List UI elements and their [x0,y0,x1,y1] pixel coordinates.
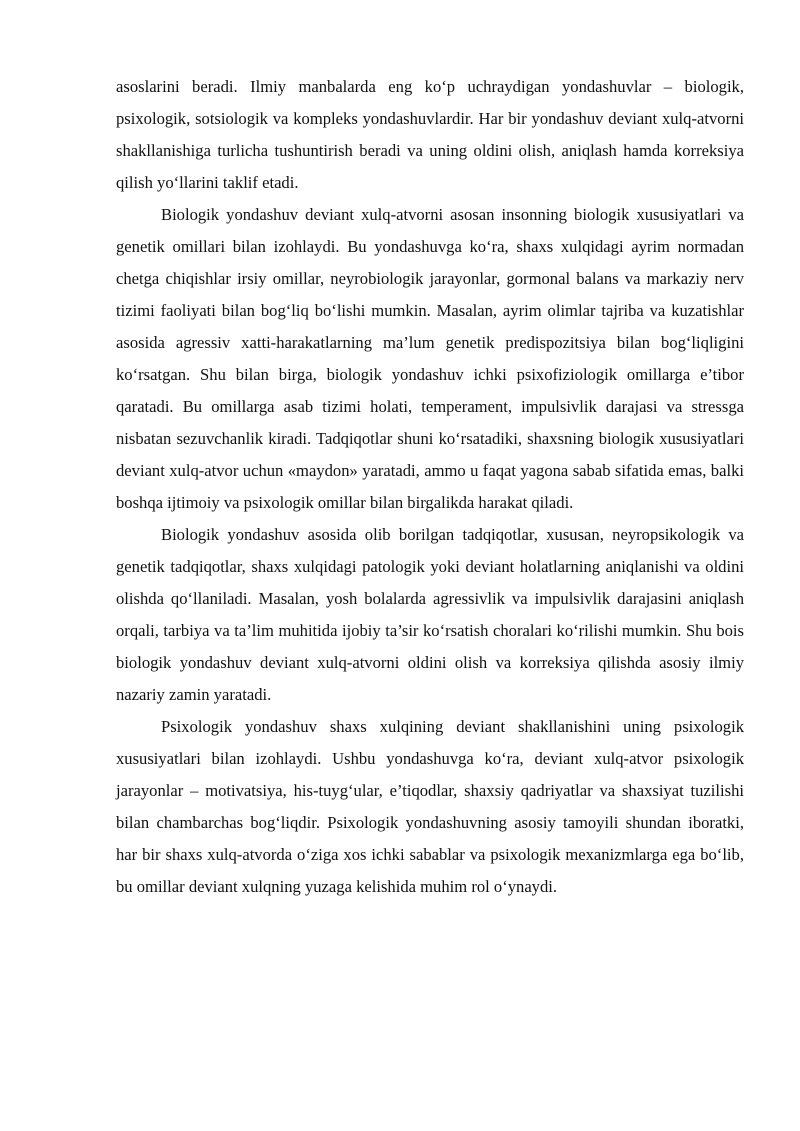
paragraph-biological-research: Biologik yondashuv asosida olib borilgan tadqiqotlar, xususan, neyropsikologik va genetik tadqiqotlar, shaxs xulqidagi patologik yoki deviant holatlarning aniqlanishi va oldini olishda qo‘llaniladi. Masalan, yosh bolalarda agressivlik va impulsivlik darajasini aniqlash orqali, tarbiya va ta’lim muhitida ijobiy ta’sir ko‘rsatish choralari ko‘rilishi mumkin. Shu bois biologik yondashuv deviant xulq-atvorni oldini olish va korreksiya qilishda asosiy ilmiy nazariy zamin yaratadi. [116,525,744,704]
paragraph-biological-approach: Biologik yondashuv deviant xulq-atvorni asosan insonning biologik xususiyatlari va genetik omillari bilan izohlaydi. Bu yondashuvga ko‘ra, shaxs xulqidagi ayrim normadan chetga chiqishlar irsiy omillar, neyrobiologik jarayonlar, gormonal balans va markaziy nerv tizimi faoliyati bilan bog‘liq bo‘lishi mumkin. Masalan, ayrim olimlar tajriba va kuzatishlar asosida agressiv xatti-harakatlarning ma’lum genetik predispozitsiya bilan bog‘liqligini ko‘rsatgan. Shu bilan birga, biologik yondashuv ichki psixofiziologik omillarga e’tibor qaratadi. Bu omillarga asab tizimi holati, temperament, impulsivlik darajasi va stressga nisbatan sezuvchanlik kiradi. Tadqiqotlar shuni ko‘rsatadiki, shaxsning biologik xususiyatlari deviant xulq-atvor uchun «maydon» yaratadi, ammo u faqat yagona sabab sifatida emas, balki boshqa ijtimoiy va psixologik omillar bilan birgalikda harakat qiladi. [116,205,744,512]
paragraph-psychological-approach: Psixologik yondashuv shaxs xulqining deviant shakllanishini uning psixologik xususiyatlari bilan izohlaydi. Ushbu yondashuvga ko‘ra, deviant xulq-atvor psixologik jarayonlar – motivatsiya, his-tuyg‘ular, e’tiqodlar, shaxsiy qadriyatlar va shaxsiyat tuzilishi bilan chambarchas bog‘liqdir. Psixologik yondashuvning asosiy tamoyili shundan iboratki, har bir shaxs xulq-atvorda o‘ziga xos ichki sabablar va psixologik mexanizmlarga ega bo‘lib, bu omillar deviant xulqning yuzaga kelishida muhim rol o‘ynaydi. [116,717,744,896]
paragraph-continuation: asoslarini beradi. Ilmiy manbalarda eng ko‘p uchraydigan yondashuvlar – biologik, psixologik, sotsiologik va kompleks yondashuvlardir. Har bir yondashuv deviant xulq-atvorni shakllanishiga turlicha tushuntirish beradi va uning oldini olish, aniqlash hamda korreksiya qilish yo‘llarini taklif etadi. [116,77,744,192]
